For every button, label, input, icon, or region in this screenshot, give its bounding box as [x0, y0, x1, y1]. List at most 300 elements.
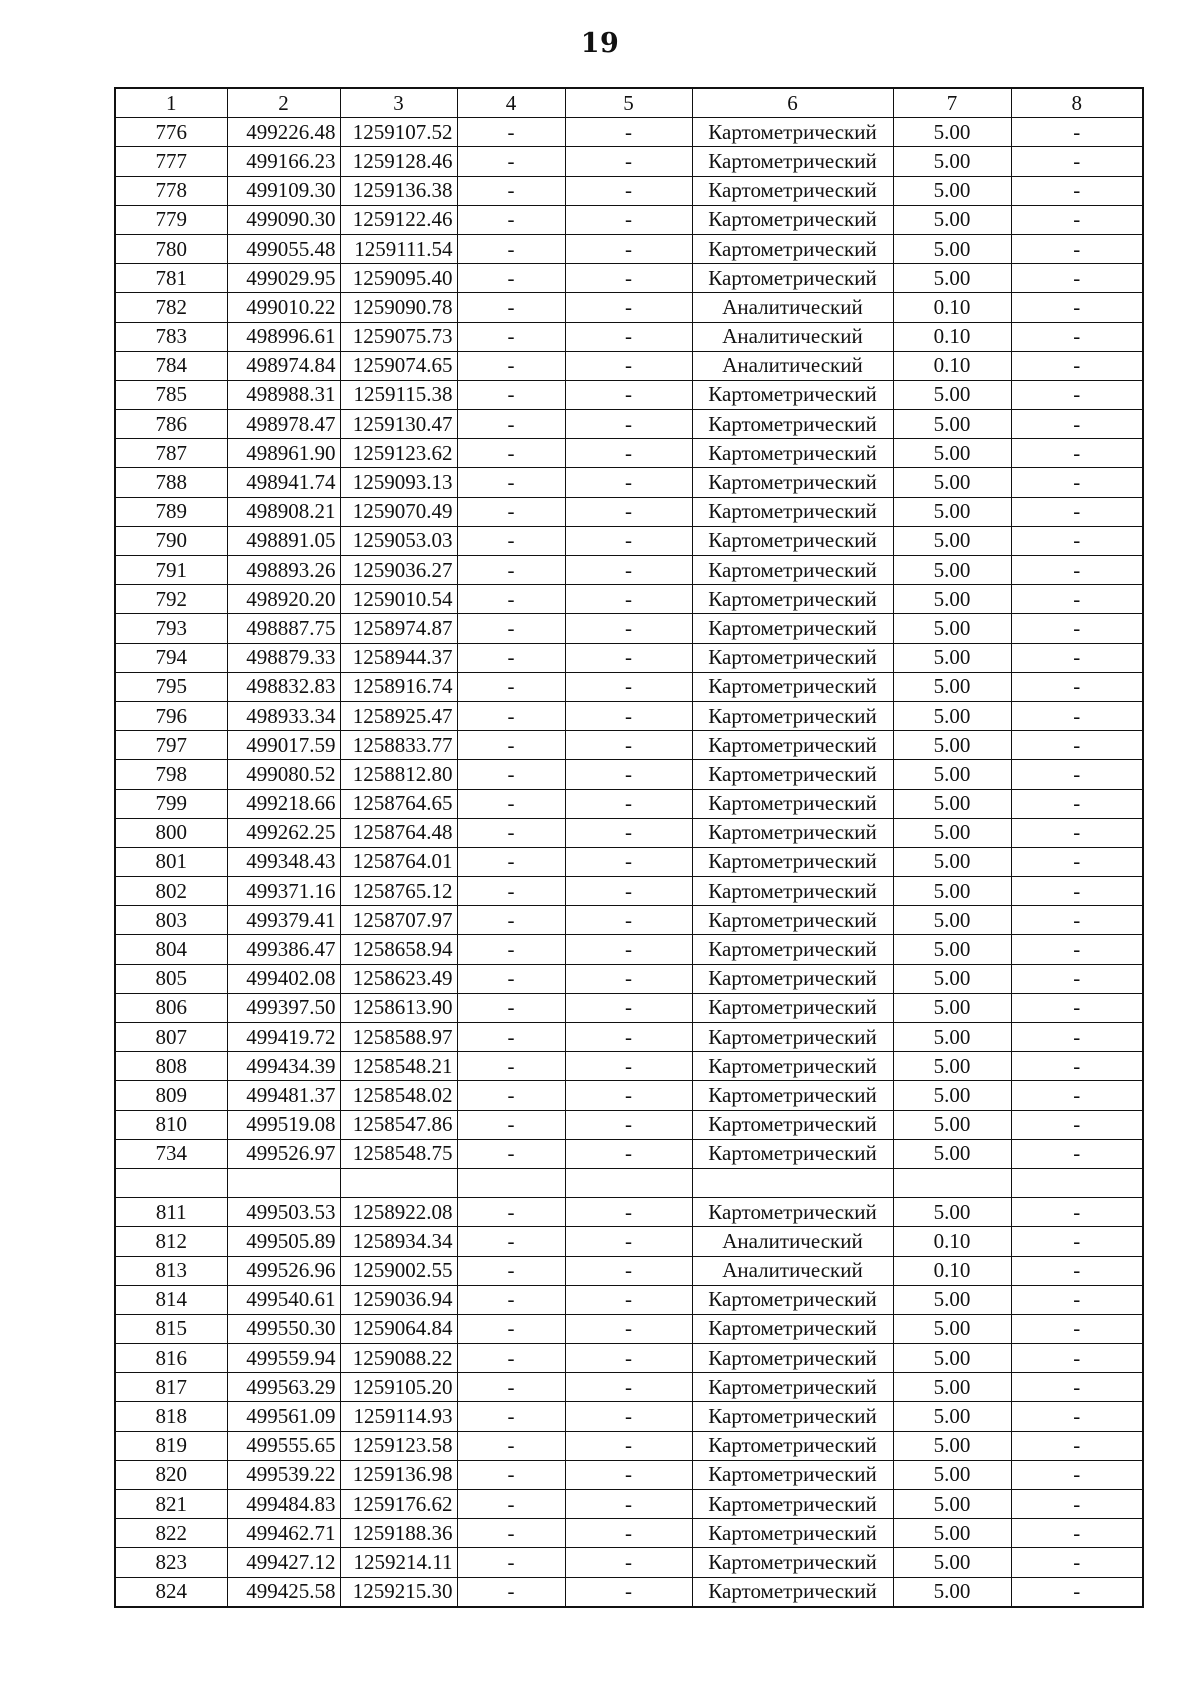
x-coordinate-cell: 499561.09 [227, 1402, 340, 1431]
col-5-cell: - [565, 264, 692, 293]
x-coordinate-cell: 498933.34 [227, 701, 340, 730]
col-8-cell: - [1011, 1460, 1143, 1489]
table-row [115, 701, 1143, 730]
y-coordinate-cell: 1259128.46 [340, 147, 457, 176]
col-4-cell: - [457, 1052, 565, 1081]
x-coordinate-cell: 499481.37 [227, 1081, 340, 1110]
table-row [115, 351, 1143, 380]
table-row [115, 439, 1143, 468]
col-4-cell [457, 1168, 565, 1197]
col-4-cell: - [457, 1110, 565, 1139]
point-number-cell: 776 [115, 118, 227, 147]
accuracy-cell: 5.00 [893, 1023, 1011, 1052]
accuracy-cell: 0.10 [893, 1256, 1011, 1285]
col-8-cell: - [1011, 964, 1143, 993]
col-8-cell: - [1011, 877, 1143, 906]
accuracy-cell: 5.00 [893, 1344, 1011, 1373]
col-5-cell: - [565, 1052, 692, 1081]
x-coordinate-cell: 498908.21 [227, 497, 340, 526]
point-number-cell: 797 [115, 731, 227, 760]
col-4-cell: - [457, 672, 565, 701]
accuracy-cell [893, 1168, 1011, 1197]
y-coordinate-cell: 1259123.62 [340, 439, 457, 468]
accuracy-cell: 5.00 [893, 205, 1011, 234]
x-coordinate-cell: 499402.08 [227, 964, 340, 993]
accuracy-cell: 5.00 [893, 818, 1011, 847]
col-4-cell: - [457, 526, 565, 555]
col-5-cell: - [565, 293, 692, 322]
y-coordinate-cell: 1259115.38 [340, 380, 457, 409]
point-number-cell: 794 [115, 643, 227, 672]
table-row [115, 964, 1143, 993]
method-cell: Картометрический [692, 935, 893, 964]
col-8-cell: - [1011, 264, 1143, 293]
y-coordinate-cell: 1258764.48 [340, 818, 457, 847]
y-coordinate-cell: 1258548.02 [340, 1081, 457, 1110]
table-row [115, 818, 1143, 847]
col-8-cell: - [1011, 556, 1143, 585]
col-8-cell: - [1011, 1256, 1143, 1285]
point-number-cell: 819 [115, 1431, 227, 1460]
table-row [115, 1344, 1143, 1373]
y-coordinate-cell: 1259002.55 [340, 1256, 457, 1285]
accuracy-cell: 5.00 [893, 468, 1011, 497]
col-8-cell: - [1011, 497, 1143, 526]
method-cell: Картометрический [692, 701, 893, 730]
col-4-cell: - [457, 234, 565, 263]
accuracy-cell: 5.00 [893, 118, 1011, 147]
method-cell: Аналитический [692, 1256, 893, 1285]
table-row [115, 468, 1143, 497]
col-5-cell: - [565, 1139, 692, 1168]
x-coordinate-cell: 499526.96 [227, 1256, 340, 1285]
x-coordinate-cell: 499462.71 [227, 1519, 340, 1548]
accuracy-cell: 5.00 [893, 1460, 1011, 1489]
col-4-cell: - [457, 1577, 565, 1607]
col-5-cell: - [565, 906, 692, 935]
col-8-cell: - [1011, 322, 1143, 351]
table-row [115, 993, 1143, 1022]
y-coordinate-cell: 1258934.34 [340, 1227, 457, 1256]
y-coordinate-cell: 1259064.84 [340, 1314, 457, 1343]
col-4-cell: - [457, 760, 565, 789]
table-row [115, 410, 1143, 439]
table-row [115, 234, 1143, 263]
table-row [115, 1519, 1143, 1548]
point-number-cell: 800 [115, 818, 227, 847]
accuracy-cell: 5.00 [893, 1052, 1011, 1081]
x-coordinate-cell: 499348.43 [227, 847, 340, 876]
col-8-cell: - [1011, 380, 1143, 409]
col-4-cell: - [457, 1344, 565, 1373]
col-8-cell: - [1011, 1227, 1143, 1256]
point-number-cell: 783 [115, 322, 227, 351]
col-4-cell: - [457, 906, 565, 935]
col-8-cell: - [1011, 818, 1143, 847]
table-row [115, 1198, 1143, 1227]
method-cell: Аналитический [692, 322, 893, 351]
y-coordinate-cell: 1259074.65 [340, 351, 457, 380]
col-4-cell: - [457, 1023, 565, 1052]
col-4-cell: - [457, 1402, 565, 1431]
x-coordinate-cell: 499386.47 [227, 935, 340, 964]
accuracy-cell: 5.00 [893, 1110, 1011, 1139]
x-coordinate-cell: 499090.30 [227, 205, 340, 234]
accuracy-cell: 5.00 [893, 1577, 1011, 1607]
accuracy-cell: 5.00 [893, 935, 1011, 964]
method-cell: Картометрический [692, 1577, 893, 1607]
table-row [115, 1168, 1143, 1197]
y-coordinate-cell: 1259214.11 [340, 1548, 457, 1577]
point-number-cell: 798 [115, 760, 227, 789]
col-5-cell: - [565, 439, 692, 468]
method-cell: Картометрический [692, 118, 893, 147]
col-4-cell: - [457, 701, 565, 730]
accuracy-cell: 5.00 [893, 439, 1011, 468]
col-4-cell: - [457, 118, 565, 147]
col-4-cell: - [457, 1373, 565, 1402]
accuracy-cell: 5.00 [893, 731, 1011, 760]
table-row [115, 556, 1143, 585]
point-number-cell: 785 [115, 380, 227, 409]
table-row [115, 176, 1143, 205]
col-5-cell: - [565, 1314, 692, 1343]
col-8-cell [1011, 1168, 1143, 1197]
x-coordinate-cell: 499505.89 [227, 1227, 340, 1256]
col-5-cell: - [565, 1577, 692, 1607]
header-cell-col-4: 4 [457, 88, 565, 118]
point-number-cell [115, 1168, 227, 1197]
table-row [115, 1110, 1143, 1139]
y-coordinate-cell: 1258922.08 [340, 1198, 457, 1227]
table-body [115, 118, 1143, 1607]
col-4-cell: - [457, 1081, 565, 1110]
col-8-cell: - [1011, 176, 1143, 205]
point-number-cell: 799 [115, 789, 227, 818]
col-4-cell: - [457, 731, 565, 760]
y-coordinate-cell: 1258944.37 [340, 643, 457, 672]
accuracy-cell: 5.00 [893, 176, 1011, 205]
x-coordinate-cell: 499484.83 [227, 1490, 340, 1519]
col-4-cell: - [457, 205, 565, 234]
col-8-cell: - [1011, 585, 1143, 614]
point-number-cell: 823 [115, 1548, 227, 1577]
col-4-cell: - [457, 643, 565, 672]
col-5-cell: - [565, 1373, 692, 1402]
table-row [115, 585, 1143, 614]
y-coordinate-cell: 1259053.03 [340, 526, 457, 555]
x-coordinate-cell: 499226.48 [227, 118, 340, 147]
accuracy-cell: 5.00 [893, 789, 1011, 818]
x-coordinate-cell: 499218.66 [227, 789, 340, 818]
table-row [115, 118, 1143, 147]
accuracy-cell: 5.00 [893, 526, 1011, 555]
col-4-cell: - [457, 556, 565, 585]
accuracy-cell: 5.00 [893, 964, 1011, 993]
table-row [115, 1285, 1143, 1314]
col-8-cell: - [1011, 118, 1143, 147]
table-row [115, 789, 1143, 818]
y-coordinate-cell: 1259093.13 [340, 468, 457, 497]
y-coordinate-cell: 1259075.73 [340, 322, 457, 351]
col-8-cell: - [1011, 731, 1143, 760]
table-row [115, 935, 1143, 964]
header-cell-col-8: 8 [1011, 88, 1143, 118]
point-number-cell: 817 [115, 1373, 227, 1402]
x-coordinate-cell: 499379.41 [227, 906, 340, 935]
col-5-cell: - [565, 731, 692, 760]
col-8-cell: - [1011, 410, 1143, 439]
col-5-cell: - [565, 643, 692, 672]
y-coordinate-cell: 1259188.36 [340, 1519, 457, 1548]
y-coordinate-cell [340, 1168, 457, 1197]
accuracy-cell: 0.10 [893, 351, 1011, 380]
method-cell: Картометрический [692, 760, 893, 789]
col-8-cell: - [1011, 643, 1143, 672]
x-coordinate-cell: 499503.53 [227, 1198, 340, 1227]
accuracy-cell: 5.00 [893, 1139, 1011, 1168]
header-cell-col-6: 6 [692, 88, 893, 118]
x-coordinate-cell: 499526.97 [227, 1139, 340, 1168]
y-coordinate-cell: 1258765.12 [340, 877, 457, 906]
x-coordinate-cell: 499563.29 [227, 1373, 340, 1402]
method-cell: Картометрический [692, 847, 893, 876]
point-number-cell: 807 [115, 1023, 227, 1052]
method-cell: Картометрический [692, 672, 893, 701]
accuracy-cell: 5.00 [893, 497, 1011, 526]
x-coordinate-cell: 499519.08 [227, 1110, 340, 1139]
col-4-cell: - [457, 351, 565, 380]
col-4-cell: - [457, 1285, 565, 1314]
point-number-cell: 793 [115, 614, 227, 643]
x-coordinate-cell: 499109.30 [227, 176, 340, 205]
point-number-cell: 803 [115, 906, 227, 935]
col-8-cell: - [1011, 789, 1143, 818]
accuracy-cell: 5.00 [893, 877, 1011, 906]
accuracy-cell: 5.00 [893, 1519, 1011, 1548]
point-number-cell: 792 [115, 585, 227, 614]
table-row [115, 147, 1143, 176]
method-cell: Картометрический [692, 205, 893, 234]
col-4-cell: - [457, 176, 565, 205]
accuracy-cell: 0.10 [893, 293, 1011, 322]
page-number: 19 [580, 28, 620, 59]
y-coordinate-cell: 1259036.27 [340, 556, 457, 585]
method-cell: Картометрический [692, 1490, 893, 1519]
col-5-cell: - [565, 1490, 692, 1519]
x-coordinate-cell: 499371.16 [227, 877, 340, 906]
accuracy-cell: 5.00 [893, 1314, 1011, 1343]
point-number-cell: 779 [115, 205, 227, 234]
table-header [115, 88, 1143, 118]
accuracy-cell: 0.10 [893, 1227, 1011, 1256]
col-5-cell: - [565, 614, 692, 643]
col-8-cell: - [1011, 234, 1143, 263]
col-4-cell: - [457, 147, 565, 176]
table-row [115, 1373, 1143, 1402]
point-number-cell: 822 [115, 1519, 227, 1548]
method-cell: Картометрический [692, 789, 893, 818]
accuracy-cell: 5.00 [893, 847, 1011, 876]
accuracy-cell: 5.00 [893, 672, 1011, 701]
y-coordinate-cell: 1259010.54 [340, 585, 457, 614]
col-5-cell: - [565, 1344, 692, 1373]
col-5-cell: - [565, 585, 692, 614]
point-number-cell: 784 [115, 351, 227, 380]
col-4-cell: - [457, 380, 565, 409]
method-cell: Картометрический [692, 906, 893, 935]
method-cell: Картометрический [692, 643, 893, 672]
accuracy-cell: 5.00 [893, 760, 1011, 789]
table-row [115, 1227, 1143, 1256]
col-5-cell: - [565, 1519, 692, 1548]
table-row [115, 380, 1143, 409]
method-cell: Картометрический [692, 1052, 893, 1081]
point-number-cell: 790 [115, 526, 227, 555]
x-coordinate-cell: 499427.12 [227, 1548, 340, 1577]
col-5-cell: - [565, 701, 692, 730]
col-4-cell: - [457, 1490, 565, 1519]
col-8-cell: - [1011, 1285, 1143, 1314]
col-8-cell: - [1011, 760, 1143, 789]
point-number-cell: 796 [115, 701, 227, 730]
col-4-cell: - [457, 468, 565, 497]
point-number-cell: 791 [115, 556, 227, 585]
point-number-cell: 813 [115, 1256, 227, 1285]
col-4-cell: - [457, 322, 565, 351]
col-8-cell: - [1011, 701, 1143, 730]
col-4-cell: - [457, 1519, 565, 1548]
point-number-cell: 821 [115, 1490, 227, 1519]
table-row [115, 760, 1143, 789]
col-8-cell: - [1011, 1431, 1143, 1460]
method-cell: Картометрический [692, 526, 893, 555]
x-coordinate-cell: 499262.25 [227, 818, 340, 847]
col-8-cell: - [1011, 1139, 1143, 1168]
point-number-cell: 818 [115, 1402, 227, 1431]
y-coordinate-cell: 1258658.94 [340, 935, 457, 964]
x-coordinate-cell: 498832.83 [227, 672, 340, 701]
col-8-cell: - [1011, 847, 1143, 876]
col-5-cell: - [565, 1548, 692, 1577]
x-coordinate-cell: 499434.39 [227, 1052, 340, 1081]
point-number-cell: 815 [115, 1314, 227, 1343]
table-row [115, 526, 1143, 555]
col-8-cell: - [1011, 1110, 1143, 1139]
method-cell: Картометрический [692, 380, 893, 409]
table-row [115, 264, 1143, 293]
method-cell: Картометрический [692, 1081, 893, 1110]
col-5-cell: - [565, 147, 692, 176]
table-row [115, 1256, 1143, 1285]
accuracy-cell: 5.00 [893, 993, 1011, 1022]
col-4-cell: - [457, 847, 565, 876]
col-4-cell: - [457, 1256, 565, 1285]
method-cell: Картометрический [692, 1373, 893, 1402]
table-row [115, 877, 1143, 906]
x-coordinate-cell: 498961.90 [227, 439, 340, 468]
y-coordinate-cell: 1259070.49 [340, 497, 457, 526]
accuracy-cell: 5.00 [893, 380, 1011, 409]
x-coordinate-cell: 499017.59 [227, 731, 340, 760]
col-8-cell: - [1011, 205, 1143, 234]
table-row [115, 1490, 1143, 1519]
col-5-cell: - [565, 1081, 692, 1110]
method-cell: Картометрический [692, 1402, 893, 1431]
method-cell: Картометрический [692, 993, 893, 1022]
table-row [115, 1577, 1143, 1607]
table-row [115, 205, 1143, 234]
header-cell-col-3: 3 [340, 88, 457, 118]
header-cell-col-5: 5 [565, 88, 692, 118]
y-coordinate-cell: 1259090.78 [340, 293, 457, 322]
col-8-cell: - [1011, 1373, 1143, 1402]
col-5-cell: - [565, 1227, 692, 1256]
col-8-cell: - [1011, 614, 1143, 643]
x-coordinate-cell: 498879.33 [227, 643, 340, 672]
point-number-cell: 778 [115, 176, 227, 205]
col-4-cell: - [457, 877, 565, 906]
col-5-cell: - [565, 877, 692, 906]
y-coordinate-cell: 1258623.49 [340, 964, 457, 993]
x-coordinate-cell: 499555.65 [227, 1431, 340, 1460]
point-number-cell: 814 [115, 1285, 227, 1314]
point-number-cell: 782 [115, 293, 227, 322]
accuracy-cell: 5.00 [893, 643, 1011, 672]
col-4-cell: - [457, 293, 565, 322]
table-row [115, 497, 1143, 526]
x-coordinate-cell: 499425.58 [227, 1577, 340, 1607]
point-number-cell: 788 [115, 468, 227, 497]
y-coordinate-cell: 1259136.38 [340, 176, 457, 205]
accuracy-cell: 0.10 [893, 322, 1011, 351]
method-cell: Картометрический [692, 1023, 893, 1052]
y-coordinate-cell: 1258764.65 [340, 789, 457, 818]
table-row [115, 1431, 1143, 1460]
col-8-cell: - [1011, 1402, 1143, 1431]
table-row [115, 1052, 1143, 1081]
accuracy-cell: 5.00 [893, 701, 1011, 730]
col-4-cell: - [457, 1460, 565, 1489]
table-row [115, 614, 1143, 643]
header-cell-col-2: 2 [227, 88, 340, 118]
col-4-cell: - [457, 410, 565, 439]
y-coordinate-cell: 1258812.80 [340, 760, 457, 789]
x-coordinate-cell: 498941.74 [227, 468, 340, 497]
x-coordinate-cell: 499029.95 [227, 264, 340, 293]
col-4-cell: - [457, 1314, 565, 1343]
y-coordinate-cell: 1258974.87 [340, 614, 457, 643]
col-8-cell: - [1011, 993, 1143, 1022]
y-coordinate-cell: 1258925.47 [340, 701, 457, 730]
method-cell: Картометрический [692, 877, 893, 906]
col-4-cell: - [457, 1227, 565, 1256]
col-8-cell: - [1011, 672, 1143, 701]
col-5-cell: - [565, 497, 692, 526]
col-5-cell: - [565, 526, 692, 555]
accuracy-cell: 5.00 [893, 410, 1011, 439]
col-4-cell: - [457, 1548, 565, 1577]
method-cell: Картометрический [692, 585, 893, 614]
header-row [115, 88, 1143, 118]
col-5-cell: - [565, 935, 692, 964]
table-row [115, 1139, 1143, 1168]
col-5-cell: - [565, 322, 692, 351]
col-5-cell: - [565, 760, 692, 789]
method-cell: Картометрический [692, 264, 893, 293]
col-5-cell: - [565, 468, 692, 497]
accuracy-cell: 5.00 [893, 585, 1011, 614]
